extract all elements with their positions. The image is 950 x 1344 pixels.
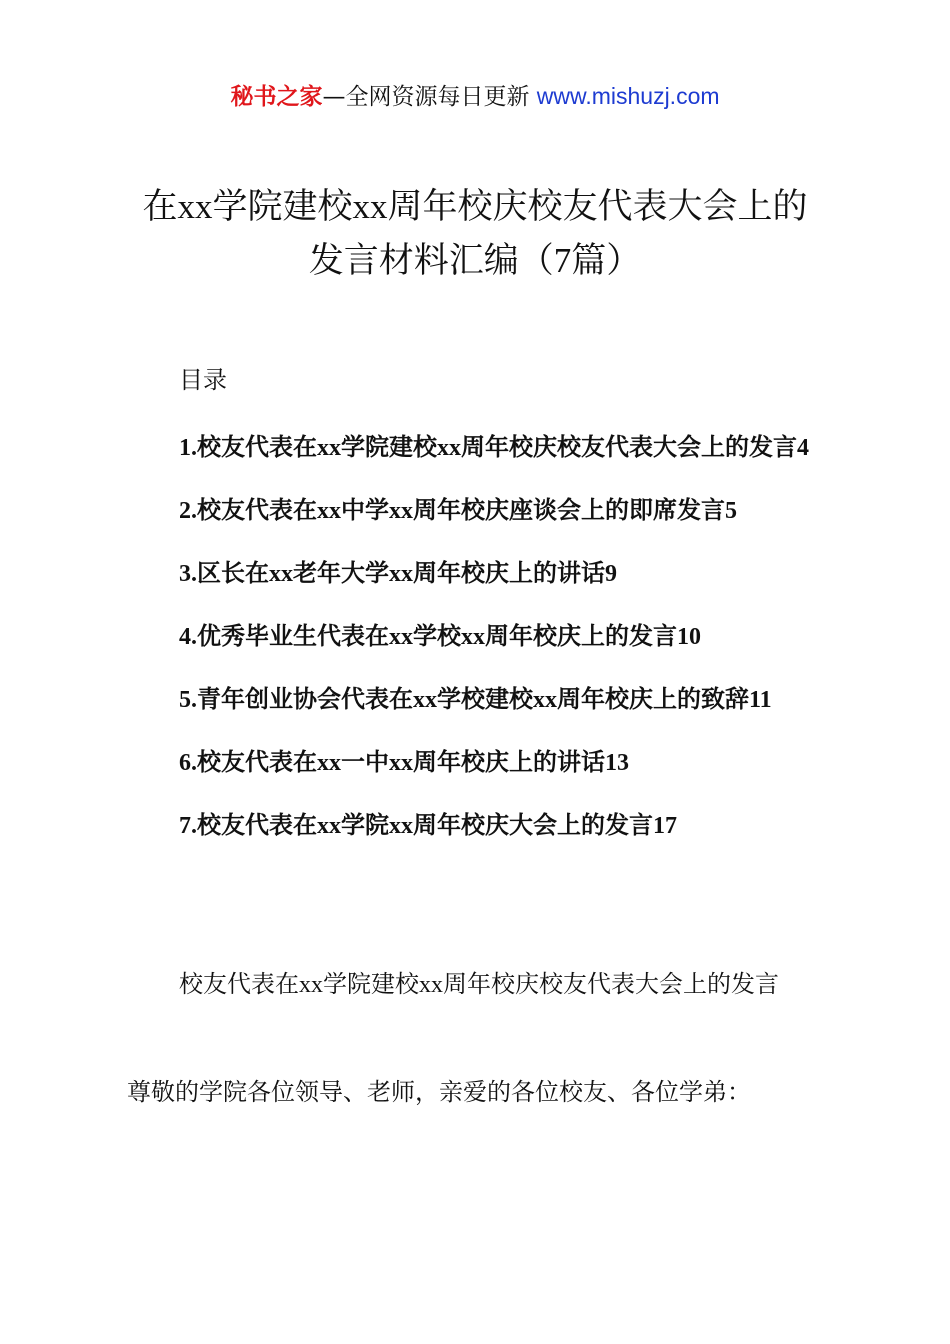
- toc-item-page-number: 17: [653, 813, 677, 839]
- toc-item-text: 学校建校: [437, 685, 533, 713]
- toc-item-placeholder: xx: [269, 561, 293, 587]
- section-text: 周年校庆校友代表大会上的发言: [443, 970, 779, 998]
- toc-item-text: 周年校庆校友代表大会上的发言: [461, 433, 797, 461]
- site-header: [0, 80, 950, 113]
- toc-item-placeholder: xx: [317, 498, 341, 524]
- toc-item-page-number: 5: [725, 498, 737, 524]
- toc-item-number: 3.: [179, 561, 197, 587]
- title-text: 学院建校: [212, 187, 353, 227]
- toc-item-text: 优秀毕业生代表在: [197, 622, 389, 650]
- toc-item-placeholder: xx: [389, 498, 413, 524]
- toc-item-text: 校友代表在: [197, 433, 317, 461]
- toc-item-text: 周年校庆上的讲话: [413, 748, 605, 776]
- toc-item-text: 周年校庆上的讲话: [413, 559, 605, 587]
- toc-item-page-number: 11: [749, 687, 772, 713]
- toc-item-placeholder: xx: [389, 561, 413, 587]
- toc-item-text: 周年校庆上的发言: [485, 622, 677, 650]
- toc-item-placeholder: xx: [389, 813, 413, 839]
- toc-item-page-number: 13: [605, 750, 629, 776]
- toc-item[interactable]: [127, 422, 833, 473]
- toc-item-placeholder: xx: [533, 687, 557, 713]
- title-count: 7: [553, 241, 572, 280]
- toc-item[interactable]: [127, 800, 833, 851]
- title-line-1: [80, 180, 870, 234]
- section-title: [127, 960, 833, 1009]
- toc-item-text: 青年创业协会代表在: [197, 685, 413, 713]
- document-title: [80, 180, 870, 288]
- title-placeholder: xx: [177, 187, 213, 226]
- section-text: 校友代表在: [179, 970, 299, 998]
- title-text: 周年校庆校友代表大会上的: [387, 187, 808, 227]
- site-url-link[interactable]: www.mishuzj.com: [536, 83, 720, 109]
- toc-item-number: 1.: [179, 435, 197, 461]
- section-placeholder: xx: [299, 972, 323, 998]
- toc-item-placeholder: xx: [317, 750, 341, 776]
- title-placeholder: xx: [352, 187, 388, 226]
- toc-heading: 目录: [179, 366, 227, 394]
- toc-item[interactable]: [127, 485, 833, 536]
- toc-item-text: 一中: [341, 748, 389, 776]
- toc-item-page-number: 10: [677, 624, 701, 650]
- toc-item-page-number: 9: [605, 561, 617, 587]
- toc-item-placeholder: xx: [437, 435, 461, 461]
- title-line-2: [80, 234, 870, 288]
- toc-item-text: 中学: [341, 496, 389, 524]
- section-text: 学院建校: [323, 970, 419, 998]
- toc-item-text: 校友代表在: [197, 748, 317, 776]
- title-text: 发言材料汇编（: [308, 241, 554, 281]
- title-text: 篇）: [571, 241, 642, 281]
- toc-item-text: 周年校庆上的致辞: [557, 685, 749, 713]
- toc-item[interactable]: [127, 674, 833, 725]
- toc-item-number: 2.: [179, 498, 197, 524]
- title-text: 在: [142, 187, 178, 227]
- toc-item-number: 4.: [179, 624, 197, 650]
- toc-item[interactable]: [127, 611, 833, 662]
- toc-item-placeholder: xx: [389, 624, 413, 650]
- toc-item-placeholder: xx: [461, 624, 485, 650]
- toc-item-text: 学院: [341, 811, 389, 839]
- toc-item-text: 周年校庆大会上的发言: [413, 811, 653, 839]
- toc-item-number: 7.: [179, 813, 197, 839]
- toc-item-placeholder: xx: [317, 813, 341, 839]
- toc-item[interactable]: [127, 737, 833, 788]
- toc-item-text: 老年大学: [293, 559, 389, 587]
- toc-item-number: 5.: [179, 687, 197, 713]
- toc-item-text: 学校: [413, 622, 461, 650]
- greeting-paragraph: 尊敬的学院各位领导、老师，亲爱的各位校友、各位学弟：: [127, 1078, 751, 1106]
- site-brand: 秘书之家: [230, 84, 323, 110]
- toc-item-text: 区长在: [197, 559, 269, 587]
- toc-item[interactable]: [127, 548, 833, 599]
- toc-item-text: 校友代表在: [197, 496, 317, 524]
- toc-item-text: 周年校庆座谈会上的即席发言: [413, 496, 725, 524]
- toc-item-number: 6.: [179, 750, 197, 776]
- toc-item-text: 学院建校: [341, 433, 437, 461]
- section-placeholder: xx: [419, 972, 443, 998]
- toc-item-placeholder: xx: [389, 750, 413, 776]
- site-tagline: —全网资源每日更新: [322, 84, 530, 110]
- toc-item-text: 校友代表在: [197, 811, 317, 839]
- toc-item-placeholder: xx: [317, 435, 341, 461]
- table-of-contents: [127, 422, 833, 863]
- toc-item-placeholder: xx: [413, 687, 437, 713]
- toc-item-page-number: 4: [797, 435, 809, 461]
